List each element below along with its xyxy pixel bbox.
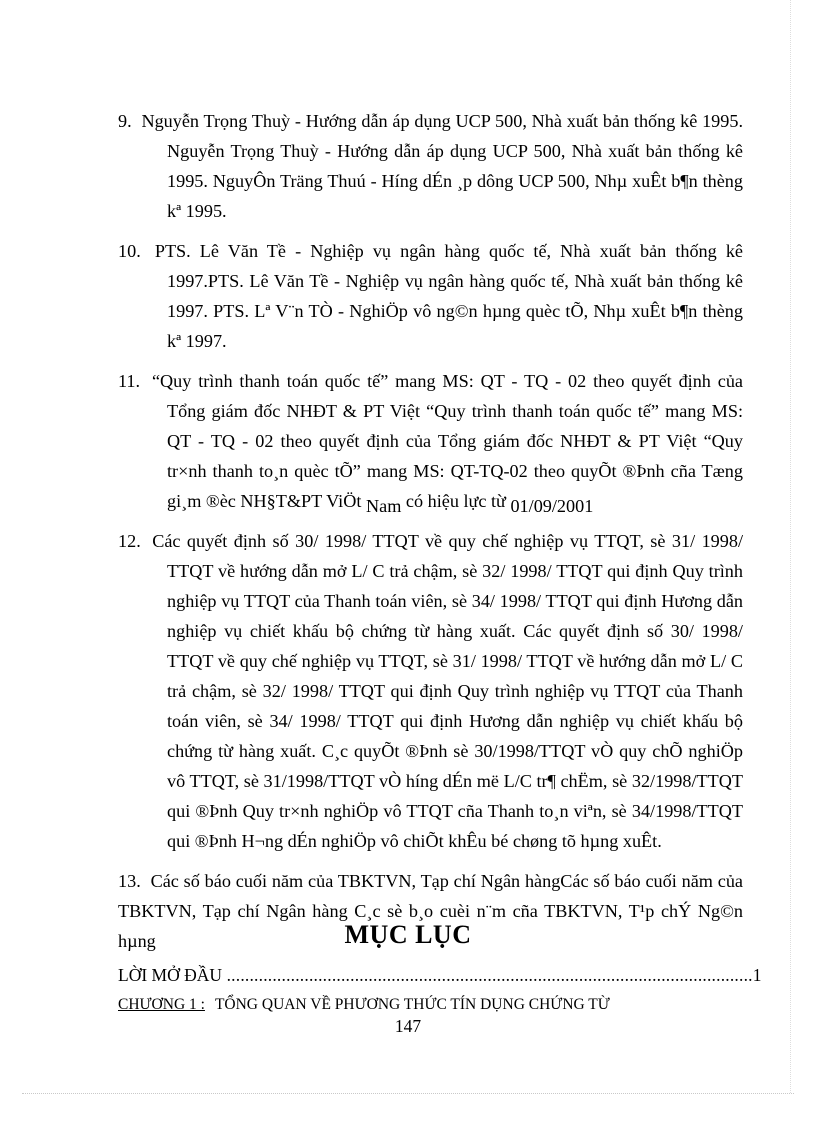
reference-number: 11. [118,371,141,391]
toc-entry-label: LỜI MỞ ĐẦU [118,965,223,985]
reference-text: PTS. Lê Văn Tề - Nghiệp vụ ngân hàng quốc tế, Nhà xuất bản thống kê 1997.PTS. Lê Văn Tề - Nghiệp vụ ngân hàng quốc tế, Nhà xuất bản thống kê 1997. PTS. Lª V¨n TÒ - NghiÖp vô ng©n hµng quèc tÕ, Nhµ xuÊt b¶n thèng kª 1997. [154,241,743,351]
toc-chapter-label: CHƯƠNG 1 : [118,996,205,1013]
reference-item-9 [118,106,743,226]
toc-entry-page: 1 [752,965,762,985]
reference-effective-date: 01/09/2001 [510,496,594,516]
page-bottom-border [22,1093,794,1094]
page-right-border [790,0,791,1093]
page-number: 147 [394,1016,422,1036]
reference-list [118,106,743,966]
toc-title: MỤC LỤC [344,920,472,949]
reference-number: 10. [118,241,141,261]
reference-number: 9. [118,111,132,131]
toc-entry-intro [118,962,762,988]
reference-effective-text: có hiệu lực từ [405,491,506,511]
reference-text: Các quyết định số 30/ 1998/ TTQT về quy chế nghiệp vụ TTQT, sè 31/ 1998/ TTQT về hướng dẫn mở L/ C trả chậm, sè 32/ 1998/ TTQT qui định Quy trình nghiệp vụ TTQT của Thanh toán viên, sè 34/ 1998/ TTQT qui định Hương dẫn nghiệp vụ chiết khấu bộ chứng từ hàng xuất. Các quyết định số 30/ 1998/ TTQT về quy chế nghiệp vụ TTQT, sè 31/ 1998/ TTQT về hướng dẫn mở L/ C trả chậm, sè 32/ 1998/ TTQT qui định Quy trình nghiệp vụ TTQT của Thanh toán viên, sè 34/ 1998/ TTQT qui định Hương dẫn nghiệp vụ chiết khấu bộ chứng từ hàng xuất. C¸c quyÕt ®Þnh sè 30/1998/TTQT vÒ quy chÕ nghiÖp vô TTQT, sè 31/1998/TTQT vÒ híng dÉn më L/C tr¶ chËm, sè 32/1998/TTQT qui ®Þnh Quy tr×nh nghiÖp vô TTQT cña Thanh to¸n viªn, sè 34/1998/TTQT qui ®Þnh H¬ng dÉn nghiÖp vô chiÕt khÊu bé chøng tõ hµng xuÊt. [152,531,744,851]
reference-item-11 [118,366,743,516]
reference-country-word: Nam [365,496,402,516]
reference-item-12 [118,526,743,856]
reference-text: Nguyễn Trọng Thuỳ - Hướng dẫn áp dụng UCP 500, Nhà xuất bản thống kê 1995. Nguyễn Trọng Thuỳ - Hướng dẫn áp dụng UCP 500, Nhà xuất bản thống kê 1995. NguyÔn Träng Thuú - Híng dÉn ¸p dông UCP 500, Nhµ xuÊt b¶n thèng kª 1995. [141,111,744,221]
toc-leader-dots: ................................................................................................................... [222,965,753,985]
toc-entry-chapter-1 [118,993,743,1017]
reference-item-10 [118,236,743,356]
reference-text: “Quy trình thanh toán quốc tế” mang MS: QT - TQ - 02 theo quyết định của Tổng giám đốc NHĐT & PT Việt “Quy trình thanh toán quốc tế” mang MS: QT - TQ - 02 theo quyết định của Tổng giám đốc NHĐT & PT Việt “Quy tr×nh thanh to¸n quèc tÕ” mang MS: QT-TQ-02 theo quyÕt ®Þnh cña Tæng gi¸m ®èc NH§T&PT ViÖt [151,371,744,511]
reference-number: 12. [118,531,141,551]
reference-text: Các số báo cuối năm của TBKTVN, Tạp chí Ngân hàngCác số báo cuối năm của TBKTVN, Tạp chí Ngân hàng C¸c sè b¸o cuèi n¨m cña TBKTVN, T¹p chÝ Ng©n hµng [118,871,744,951]
toc-chapter-title: TỔNG QUAN VỀ PHƯƠNG THỨC TÍN DỤNG CHỨNG TỪ [214,996,610,1013]
reference-number: 13. [118,871,141,891]
